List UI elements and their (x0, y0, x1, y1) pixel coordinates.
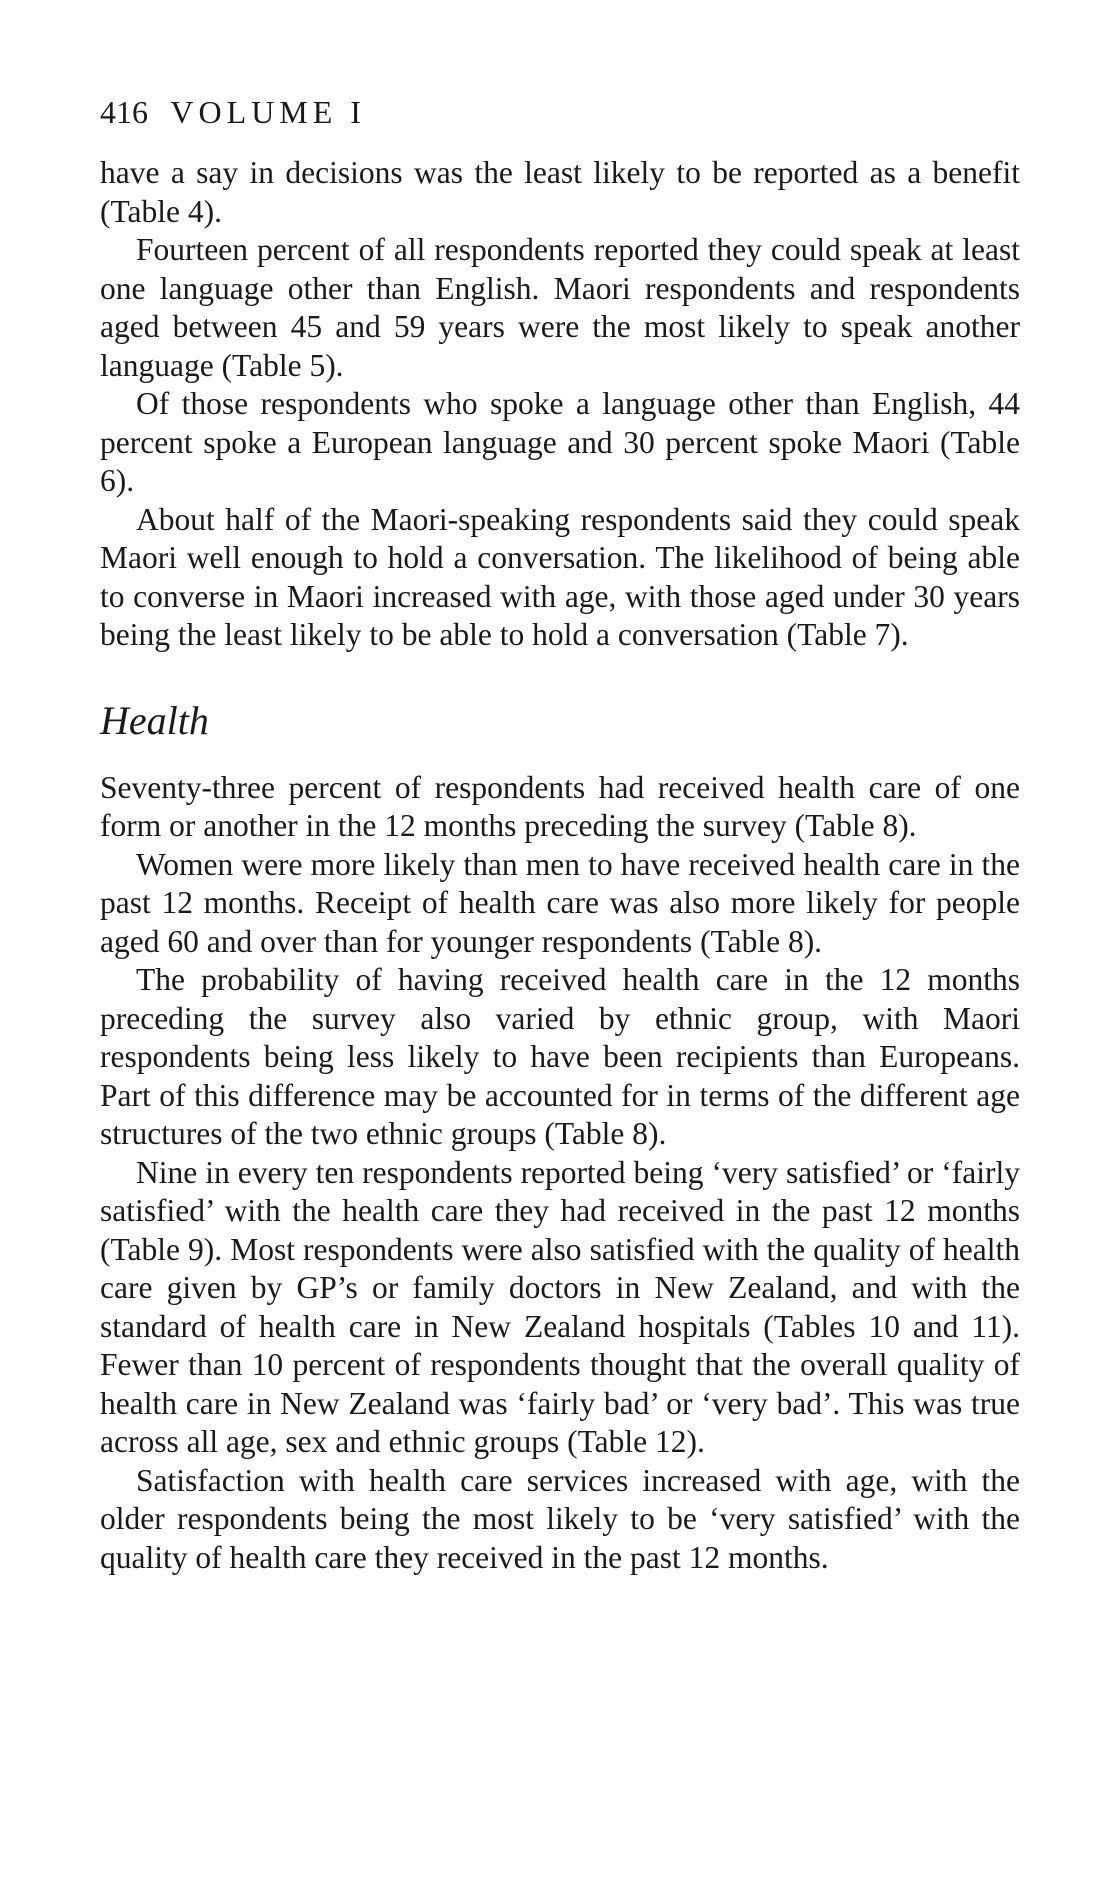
document-page (100, 92, 1020, 1577)
page-number: 416 (100, 94, 148, 130)
paragraph-health-by-ethnicity: The probability of having received health care in the 12 months preceding the survey also varied by ethnic group, with Maori respondents being less likely to have been recipients than Europeans. Part of this difference may be accounted for in terms of the different age structures of the two ethnic groups (Table 8). (100, 962, 1020, 1151)
running-head (100, 92, 1020, 132)
paragraph-health-by-sex-age: Women were more likely than men to have received health care in the past 12 months. Receipt of health care was also more likely for people aged 60 and over than for younger respondents (Table 8). (100, 846, 1020, 959)
paragraph-maori-conversation: About half of the Maori-speaking respondents said they could speak Maori well enough to hold a conversation. The likelihood of being able to converse in Maori increased with age, with those aged under 30 years being the least likely to be able to hold a conversation (Table 7). (100, 501, 1020, 652)
section-heading-health: Health (100, 697, 209, 743)
volume-label: VOLUME I (170, 94, 366, 130)
paragraph-language-types: Of those respondents who spoke a language other than English, 44 percent spoke a European language and 30 percent spoke Maori (Table 6). (100, 386, 1020, 498)
paragraph-health-care-received: Seventy-three percent of respondents had received health care of one form or another in the 12 months preceding the survey (Table 8). (100, 769, 1020, 843)
paragraph-languages: Fourteen percent of all respondents reported they could speak at least one language other than English. Maori respondents and respondents aged between 45 and 59 years were the most likely to speak another language (Table 5). (100, 232, 1020, 383)
paragraph-health-satisfaction: Nine in every ten respondents reported being ‘very satisfied’ or ‘fairly satisfied’ with the health care they had received in the past 12 months (Table 9). Most respondents were also satisfied with the quality of health care given by GP’s or family doctors in New Zealand, and with the standard of health care in New Zealand hospitals (Tables 10 and 11). Fewer than 10 percent of respondents thought that the overall quality of health care in New Zealand was ‘fairly bad’ or ‘very bad’. This was true across all age, sex and ethnic groups (Table 12). (100, 1154, 1020, 1459)
paragraph-satisfaction-by-age: Satisfaction with health care services increased with age, with the older respondents being the most likely to be ‘very satisfied’ with the quality of health care they received in the past 12 months. (100, 1462, 1020, 1575)
paragraph-continuation: have a say in decisions was the least likely to be reported as a benefit (Table 4). (100, 155, 1020, 229)
